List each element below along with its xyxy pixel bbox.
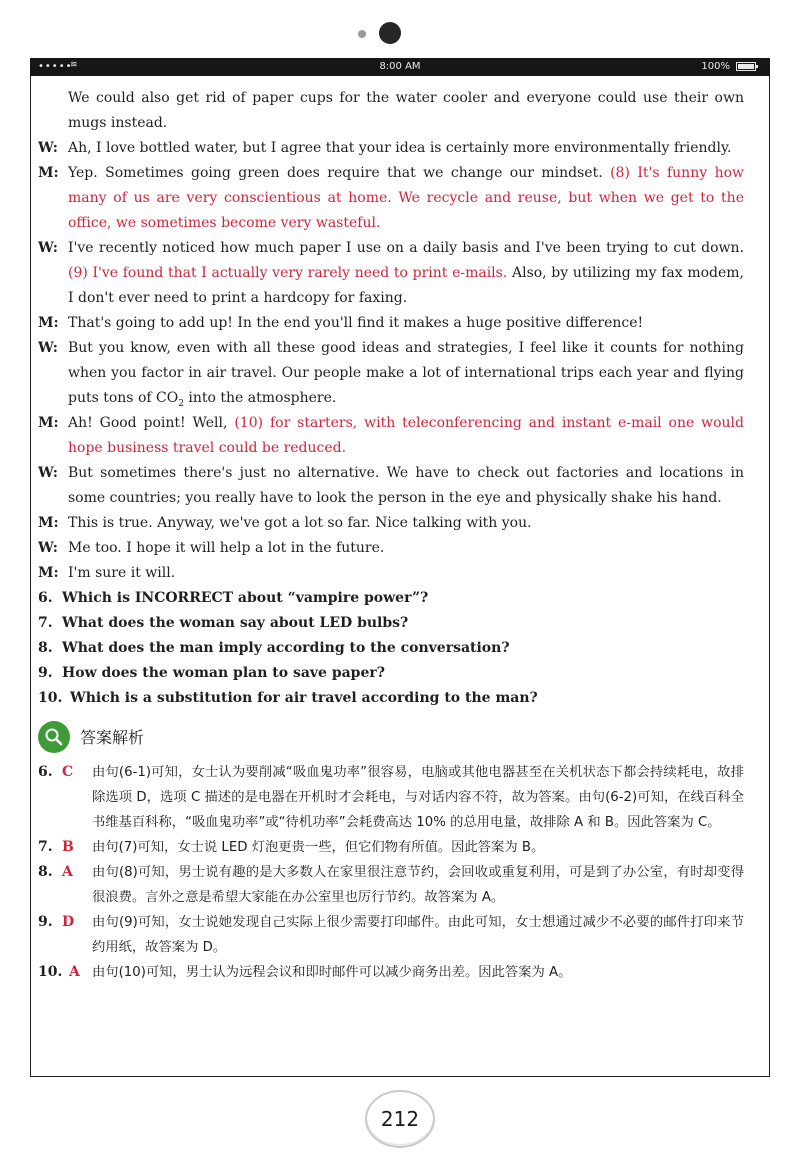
answer-item xyxy=(38,860,744,910)
page-content xyxy=(38,86,744,985)
dialogue-line xyxy=(38,136,744,161)
answer-section-header xyxy=(38,720,744,754)
battery-icon xyxy=(736,62,756,71)
dialogue-text: Me too. I hope it will help a lot in the future. xyxy=(68,540,385,556)
dialogue-text: I've recently noticed how much paper I use on a daily basis and I've been trying to cut down. xyxy=(68,240,744,256)
question-item xyxy=(38,586,744,611)
answer-list xyxy=(38,760,744,985)
dialogue-line xyxy=(38,161,744,236)
device-bezel-top xyxy=(0,0,800,58)
speaker-label: M: xyxy=(38,565,59,581)
signal-indicator: ••••• xyxy=(38,61,73,72)
speaker-label: W: xyxy=(38,540,58,556)
speaker-label: W: xyxy=(38,140,58,156)
question-text: What does the man imply according to the conversation? xyxy=(62,640,510,656)
question-text: Which is a substitution for air travel according to the man? xyxy=(70,690,538,706)
answer-item xyxy=(38,835,744,860)
answer-item xyxy=(38,760,744,835)
page-frame-left xyxy=(30,76,31,1076)
question-text: Which is INCORRECT about “vampire power”? xyxy=(62,590,429,606)
dialogue-line xyxy=(38,461,744,511)
dialogue-text: That's going to add up! In the end you'll find it makes a huge positive difference! xyxy=(68,315,644,331)
dialogue-text: I'm sure it will. xyxy=(68,565,176,581)
dialogue-text: Also, by utilizing my fax modem, I don't ever need to print a hardcopy for faxing. xyxy=(68,265,745,306)
speaker-label: M: xyxy=(38,165,59,181)
question-number: 10. xyxy=(38,690,63,706)
sensor-dot xyxy=(358,30,366,38)
page-frame-right xyxy=(769,76,770,1076)
answer-letter: C xyxy=(62,764,74,780)
answer-explanation: 由句(6-1)可知，女士认为要削减“吸血鬼功率”很容易，电脑或其他电器甚至在关机状态下都会持续耗电，故排除选项 D，选项 C 描述的是电器在开机时才会耗电，与对话内容不符，故为答案。由句(6-2)可知，在线百科全书维基百科称，“吸血鬼功率”或“待机功率”会耗费高达 10% 的总用电量，故排除 A 和 B。因此答案为 C。 xyxy=(92,765,744,830)
answer-explanation: 由句(8)可知，男士说有趣的是大多数人在家里很注意节约，会回收或重复利用，可是到了办公室，有时却变得很浪费。言外之意是希望大家能在办公室里也厉行节约。故答案为 A。 xyxy=(92,865,744,905)
dialogue-line xyxy=(38,311,744,336)
answer-letter: A xyxy=(69,964,80,980)
page-number: 212 xyxy=(365,1090,435,1148)
answer-number: 10. xyxy=(38,964,63,980)
answer-letter: D xyxy=(62,914,75,930)
section-title: 答案解析 xyxy=(80,727,145,747)
dialogue-text: But sometimes there's just no alternative. We have to check out factories and locations in some countries; you really have to look the person in the eye and physically shake his hand. xyxy=(68,465,744,506)
dialogue-text: We could also get rid of paper cups for the water cooler and everyone could use their own mugs instead. xyxy=(68,90,744,131)
dialogue-text: Ah! Good point! Well, xyxy=(68,415,235,431)
question-number: 6. xyxy=(38,590,53,606)
answer-explanation: 由句(7)可知，女士说 LED 灯泡更贵一些，但它们物有所值。因此答案为 B。 xyxy=(92,840,545,855)
dialogue-line xyxy=(38,561,744,586)
dialogue-line xyxy=(38,536,744,561)
dialogue-line xyxy=(38,236,744,311)
answer-letter: A xyxy=(62,864,73,880)
highlighted-sentence: (9) I've found that I actually very rarely need to print e-mails. xyxy=(68,265,508,281)
highlighted-sentence: (10) for starters, with teleconferencing and instant e-mail one would hope business travel could be reduced. xyxy=(68,415,744,456)
speaker-label: M: xyxy=(38,415,59,431)
dialogue-line xyxy=(38,336,744,411)
speaker-label: M: xyxy=(38,515,59,531)
question-item xyxy=(38,661,744,686)
highlighted-sentence: (8) It's funny how many of us are very conscientious at home. We recycle and reuse, but when we get to the office, we sometimes become very wasteful. xyxy=(68,165,744,231)
dialogue-text: into the atmosphere. xyxy=(183,390,337,406)
camera-dot xyxy=(379,22,401,44)
question-item xyxy=(38,686,744,711)
dialogue-line xyxy=(38,86,744,136)
speaker-label: W: xyxy=(38,340,58,356)
question-number: 7. xyxy=(38,615,53,631)
dialogue-text: Ah, I love bottled water, but I agree that your idea is certainly more environmentally friendly. xyxy=(68,140,732,156)
answer-number: 6. xyxy=(38,764,53,780)
question-item xyxy=(38,636,744,661)
status-bar xyxy=(30,58,770,76)
answer-number: 8. xyxy=(38,864,53,880)
answer-number: 9. xyxy=(38,914,53,930)
dialogue-line xyxy=(38,411,744,461)
answer-letter: B xyxy=(62,839,74,855)
dialogue-line xyxy=(38,511,744,536)
question-number: 9. xyxy=(38,665,53,681)
speaker-label: W: xyxy=(38,465,58,481)
dialogue-text: This is true. Anyway, we've got a lot so far. Nice talking with you. xyxy=(68,515,532,531)
question-list xyxy=(38,586,744,711)
question-item xyxy=(38,611,744,636)
question-number: 8. xyxy=(38,640,53,656)
answer-explanation: 由句(10)可知，男士认为远程会议和即时邮件可以减少商务出差。因此答案为 A。 xyxy=(92,965,572,980)
battery-percent: 100% xyxy=(701,61,730,72)
dialogue-text: Yep. Sometimes going green does require that we change our mindset. xyxy=(68,165,611,181)
dialogue-text: 2 xyxy=(178,398,184,409)
dialogue xyxy=(38,86,744,586)
magnifier-icon xyxy=(38,721,70,753)
status-time: 8:00 AM xyxy=(379,61,421,72)
answer-item xyxy=(38,960,744,985)
question-text: How does the woman plan to save paper? xyxy=(62,665,385,681)
speaker-label: W: xyxy=(38,240,58,256)
answer-item xyxy=(38,910,744,960)
page-frame-bottom xyxy=(30,1076,770,1077)
dialogue-text: But you know, even with all these good ideas and strategies, I feel like it counts for nothing when you factor in air travel. Our people make a lot of international trips each year and flying puts tons of CO xyxy=(68,340,744,406)
wifi-icon: ≋ xyxy=(70,60,78,70)
speaker-label: M: xyxy=(38,315,59,331)
answer-explanation: 由句(9)可知，女士说她发现自己实际上很少需要打印邮件。由此可知，女士想通过减少不必要的邮件打印来节约用纸，故答案为 D。 xyxy=(92,915,744,955)
answer-number: 7. xyxy=(38,839,53,855)
question-text: What does the woman say about LED bulbs? xyxy=(62,615,409,631)
